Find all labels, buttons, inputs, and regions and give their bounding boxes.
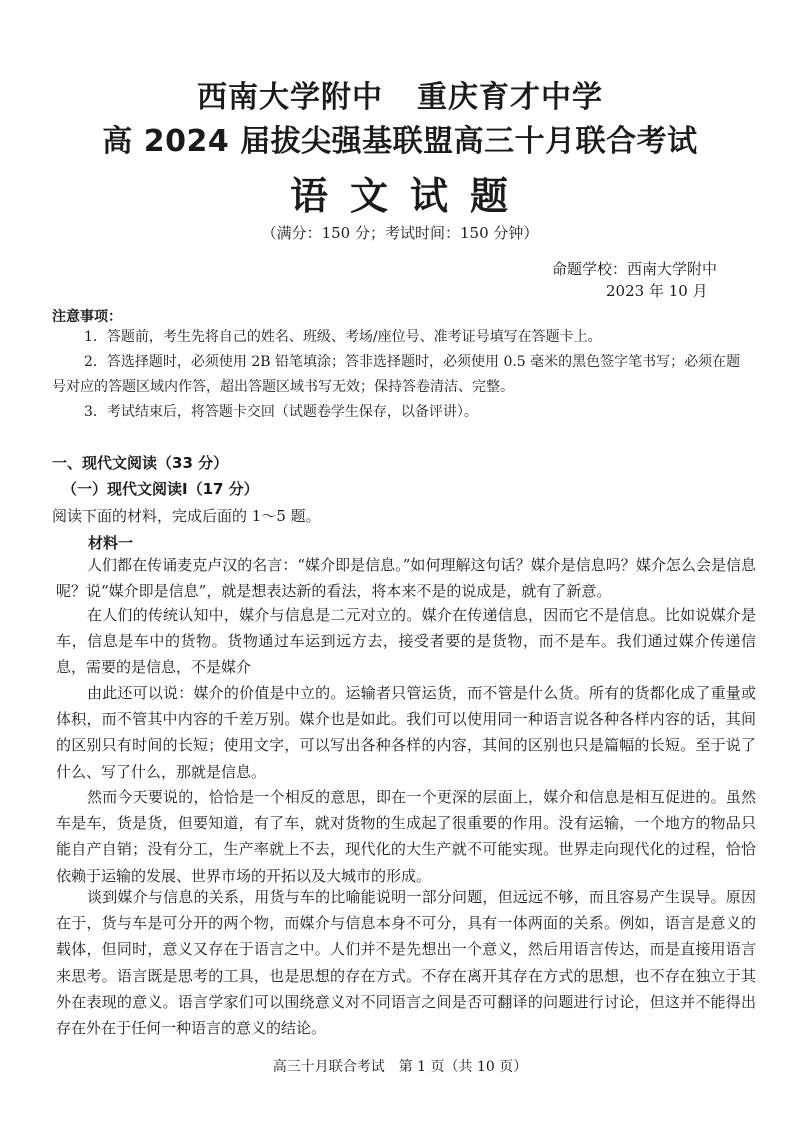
exam-title: 高 2024 届拔尖强基联盟高三十月联合考试 xyxy=(102,124,698,159)
section-title: 一、现代文阅读（33 分） xyxy=(52,454,229,472)
school-names xyxy=(0,72,800,116)
material-label: 材料一 xyxy=(88,534,134,552)
notice-item: 2．答选择题时，必须使用 2B 铅笔填涂；答非选择题时，必须使用 0.5 毫米的黑色签字笔书写；必须在题号对应的答题区域内作答，超出答题区域书写无效；保持答卷清洁、完整。 xyxy=(52,354,741,395)
school-name-1: 西南大学附中 xyxy=(197,80,383,115)
school-name-2: 重庆育才中学 xyxy=(417,80,603,115)
paragraph: 人们都在传诵麦克卢汉的名言：“媒介即是信息。”如何理解这句话？媒介是信息吗？媒介怎么会是信息呢？说“媒介即是信息”，就是想表达新的看法，将本来不是的说成是，就有了新意。 xyxy=(56,556,756,601)
page-footer: 高三十月联合考试 第 1 页（共 10 页） xyxy=(272,1059,528,1075)
paragraph: 然而今天要说的，恰恰是一个相反的意思，即在一个更深的层面上，媒介和信息是相互促进的。虽然车是车，货是货，但要知道，有了车，就对货物的生成起了很重要的作用。没有运输，一个地方的物品只能自产自销；没有分工，生产率就上不去，现代化的大生产就不可能实现。世界走向现代化的过程，恰恰依赖于运输的发展、世界市场的开拓以及大城市的形成。 xyxy=(56,788,756,885)
subject-title: 语文试题 xyxy=(289,174,530,218)
notice-item: 1．答题前，考生先将自己的姓名、班级、考场/座位号、准考证号填写在答题卡上。 xyxy=(84,329,602,345)
notice-title: 注意事项： xyxy=(52,309,122,325)
exam-date: 2023 年 10 月 xyxy=(606,282,708,300)
subsection-title: （一）现代文阅读Ⅰ（17 分） xyxy=(62,480,259,498)
reading-instruction: 阅读下面的材料，完成后面的 1～5 题。 xyxy=(52,507,321,525)
score-info: （满分：150 分；考试时间：150 分钟） xyxy=(261,224,539,242)
notice-item: 3．考试结束后，将答题卡交回（试题卷学生保存，以备评讲）。 xyxy=(84,404,478,420)
paragraph: 由此还可以说：媒介的价值是中立的。运输者只管运货，而不管是什么货。所有的货都化成了重量或体积，而不管其中内容的千差万别。媒介也是如此。我们可以使用同一种语言说各种各样内容的话，其间的区别只有时间的长短；使用文字，可以写出各种各样的内容，其间的区别也只是篇幅的长短。至于说了什么、写了什么，那就是信息。 xyxy=(56,684,756,781)
paragraph: 在人们的传统认知中，媒介与信息是二元对立的。媒介在传递信息，因而它不是信息。比如说媒介是车，信息是车中的货物。货物通过车运到远方去，接受者要的是货物，而不是车。我们通过媒介传递信息，需要的是信息，不是媒介 xyxy=(56,606,756,677)
paragraph: 谈到媒介与信息的关系，用货与车的比喻能说明一部分问题，但远远不够，而且容易产生误导。原因在于，货与车是可分开的两个物，而媒介与信息本身不可分，具有一体两面的关系。例如，语言是意义的载体，但同时，意义又存在于语言之中。人们并不是先想出一个意义，然后用语言传达，而是直接用语言来思考。语言既是思考的工具，也是思想的存在方式。不存在离开其存在方式的思想，也不存在独立于其外在表现的意义。语言学家们可以围绕意义对不同语言之间是否可翻译的问题进行讨论，但这并不能得出存在外在于任何一种语言的意义的结论。 xyxy=(56,888,756,1038)
setter-school: 命题学校：西南大学附中 xyxy=(552,260,718,278)
